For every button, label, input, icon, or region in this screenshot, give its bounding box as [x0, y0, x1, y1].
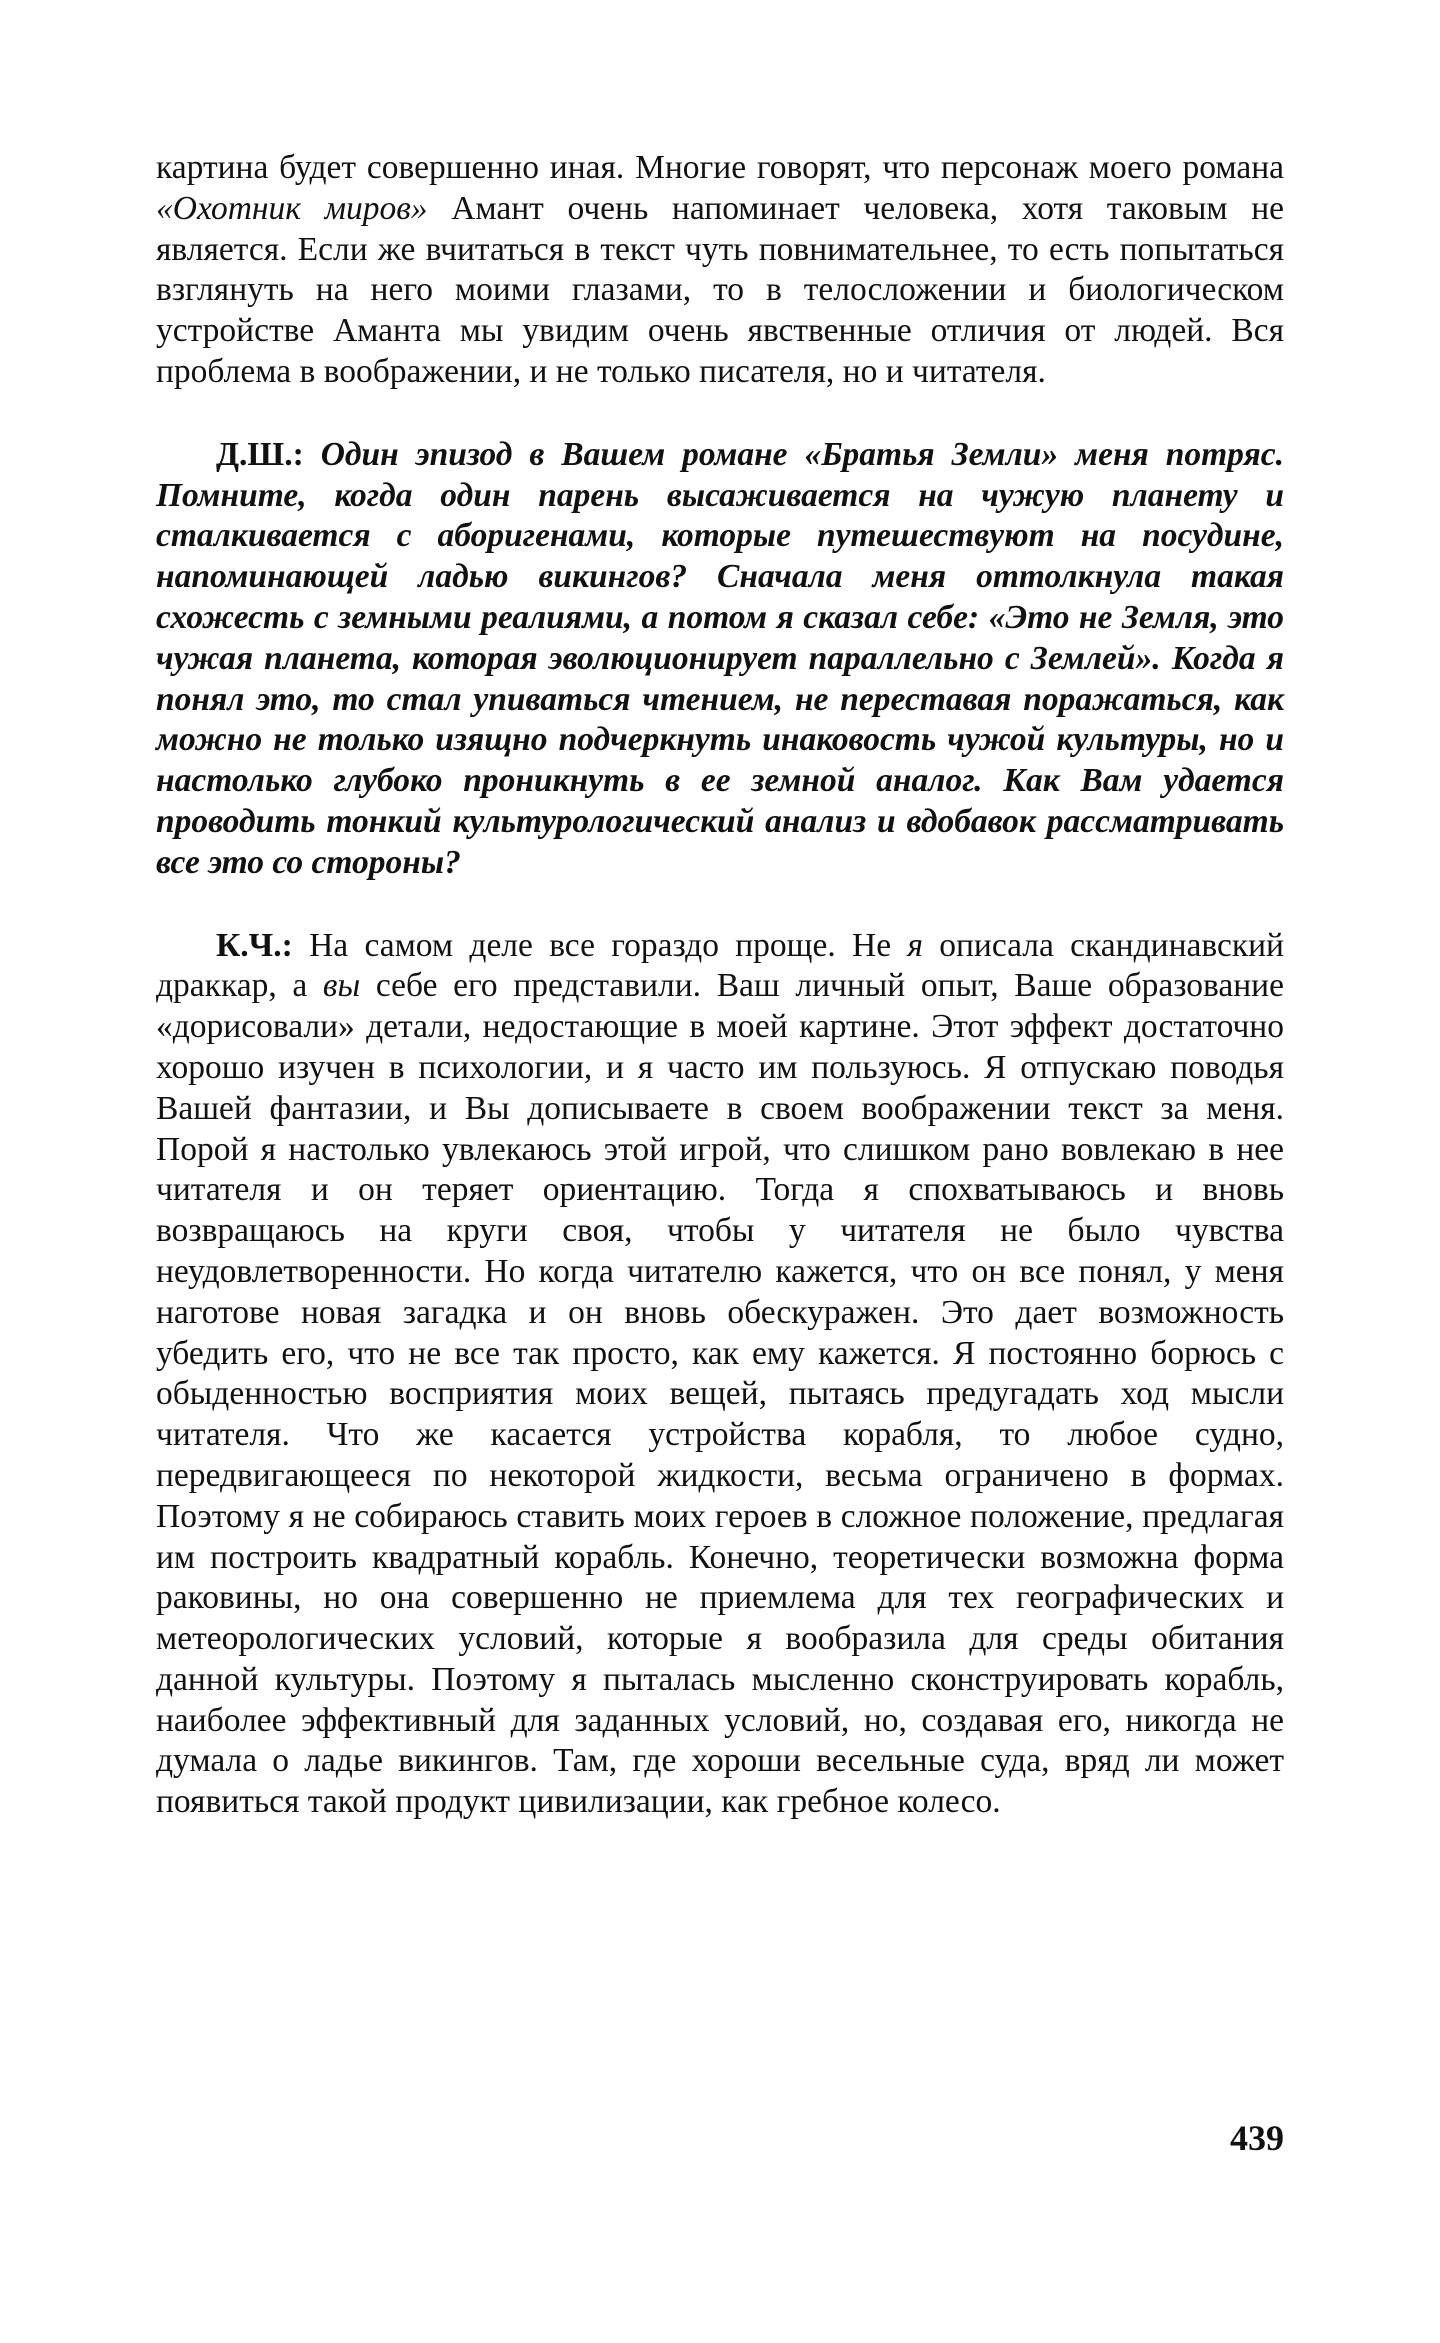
answer-text-part-b: описала скандинавский драккар, а — [156, 926, 1284, 1005]
paragraph-text-before-title: картина будет совершенно иная. Многие говорят, что персонаж моего романа — [156, 149, 1284, 186]
question-text: Один эпизод в Вашем романе «Братья Земли» меня потряс. Помните, когда один парень высаживается на чужую планету и сталкивается с аборигенами, которые путешествуют на посудине, напоминающей ладью викингов? Сначала меня оттолкнула такая схожесть с земными реалиями, а потом я сказал себе: «Это не Земля, это чужая планета, которая эволюционирует параллельно с Землей». Когда я понял это, то стал упиваться чтением, не переставая поражаться, как можно не только изящно подчеркнуть инаковость чужой культуры, но и настолько глубоко проникнуть в ее земной аналог. Как Вам удается проводить тонкий культурологический анализ и вдобавок рассматривать все это со стороны? — [156, 435, 1284, 881]
speaker-label-author: К.Ч.: — [216, 926, 293, 964]
emphasis-i: я — [907, 926, 923, 964]
answer-paragraph-continued — [156, 148, 1284, 393]
page-number: 439 — [1230, 2118, 1284, 2158]
book-title-hunter-of-worlds: «Охотник миров» — [156, 189, 428, 227]
paragraph-text-after-title: Амант очень напоминает человека, хотя таковым не является. Если же вчитаться в текст чуть повнимательнее, то есть попытаться взглянуть на него моими глазами, то в телосложении и биологическом устройстве Аманта мы увидим очень явственные отличия от людей. Вся проблема в воображении, и не только писателя, но и читателя. — [156, 189, 1284, 390]
emphasis-you: вы — [322, 967, 361, 1005]
author-answer-paragraph — [156, 926, 1284, 1824]
speaker-label-interviewer: Д.Ш.: — [216, 435, 304, 473]
answer-text-part-a: На самом деле все гораздо проще. Не — [292, 926, 908, 964]
interviewer-question-paragraph — [156, 435, 1284, 884]
answer-text-part-c: себе его представили. Ваш личный опыт, Ваше образование «дорисовали» детали, недостающие в моей картине. Этот эффект достаточно хорошо изучен в психологии, и я часто им пользуюсь. Я отпускаю поводья Вашей фантазии, и Вы дописываете в своем воображении текст за меня. Порой я настолько увлекаюсь этой игрой, что слишком рано вовлекаю в нее читателя и он теряет ориентацию. Тогда я спохватываюсь и вновь возвращаюсь на круги своя, чтобы у читателя не было чувства неудовлетворенности. Но когда читателю кажется, что он все понял, у меня наготове новая загадка и он вновь обескуражен. Это дает возможность убедить его, что не все так просто, как ему кажется. Я постоянно борюсь с обыденностью восприятия моих вещей, пытаясь предугадать ход мысли читателя. Что же касается устройства корабля, то любое судно, передвигающееся по некоторой жидкости, весьма ограничено в формах. Поэтому я не собираюсь ставить моих героев в сложное положение, предлагая им построить квадратный корабль. Конечно, теоретически возможна форма раковины, но она совершенно не приемлема для тех географических и метеорологических условий, которые я вообразила для среды обитания данной культуры. Поэтому я пыталась мысленно сконструировать корабль, наиболее эффективный для заданных условий, но, создавая его, никогда не думала о ладье викингов. Там, где хороши весельные суда, вряд ли может появиться такой продукт цивилизации, как гребное колесо. — [156, 967, 1284, 1821]
book-page — [156, 148, 1284, 1823]
